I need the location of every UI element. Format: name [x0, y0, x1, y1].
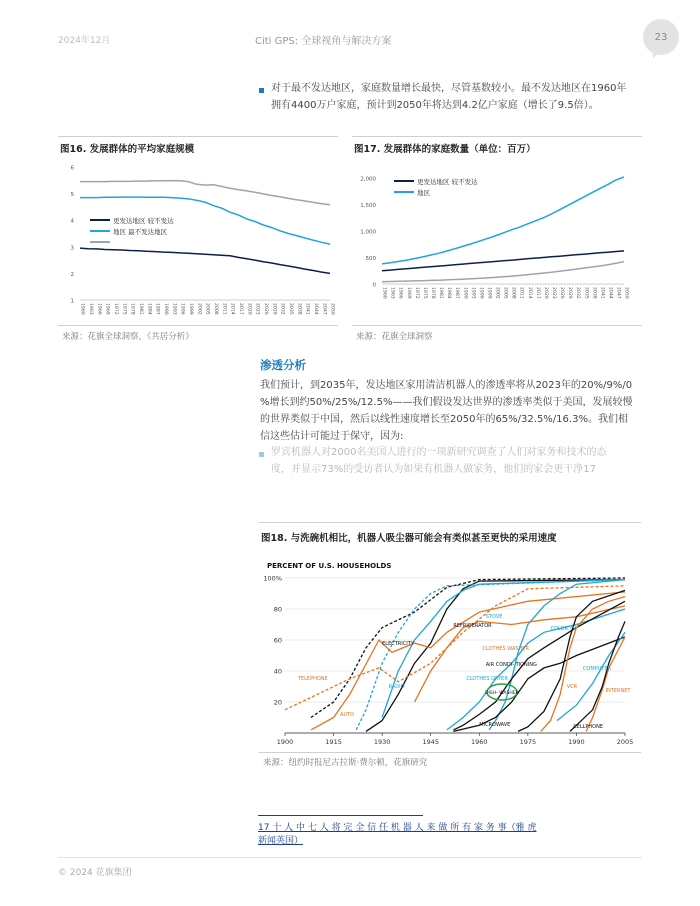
- x-tick-label: 2038: [591, 287, 597, 299]
- header-date: 2024年12月: [58, 36, 111, 46]
- x-tick-label: 1984: [446, 287, 452, 299]
- x-tick-label: 2026: [262, 303, 268, 315]
- fig16-source: 来源：花旗全球洞察，《共居分析》: [62, 332, 194, 342]
- fig16-bottom-rule: [58, 325, 338, 326]
- x-tick-label: 1900: [276, 738, 294, 746]
- x-tick-label: 1987: [454, 287, 460, 299]
- x-tick-label: 1960: [79, 303, 85, 315]
- page-number: 23: [654, 31, 668, 43]
- series-label: ELECTRICITY: [382, 641, 414, 647]
- footnote-line-1[interactable]: 17 十 人 中 七 人 将 完 全 信 任 机 器 人 来 做 所 有 家 务 事（雅 虎: [258, 823, 537, 833]
- x-tick-label: 2002: [494, 287, 500, 299]
- x-tick-label: 2023: [551, 287, 556, 299]
- x-tick-label: 1963: [389, 287, 395, 299]
- x-tick-label: 2041: [304, 303, 310, 315]
- x-tick-label: 2032: [279, 303, 285, 315]
- x-tick-label: 1990: [462, 287, 468, 299]
- y-tick-label: 100%: [263, 574, 282, 583]
- fig18-source: 来源：纽约时报尼古拉斯·费尔顿，花旗研究: [263, 758, 428, 768]
- series-line: [311, 592, 625, 730]
- fig17-chart: [352, 158, 642, 320]
- x-tick-label: 1984: [146, 303, 152, 315]
- x-tick-label: 2050: [623, 287, 629, 299]
- footnote-rule: [258, 815, 423, 816]
- x-tick-label: 2011: [518, 287, 524, 299]
- x-tick-label: 2020: [542, 287, 548, 299]
- fig17-bottom-rule: [352, 325, 642, 326]
- series-label: MICROWAVE: [479, 722, 511, 728]
- x-tick-label: 1993: [171, 303, 177, 315]
- x-tick-label: 1966: [397, 287, 403, 299]
- x-tick-label: 1969: [405, 287, 411, 299]
- intro-line-2: 拥有4400万户家庭，预计到2050年将达到4.2亿户家庭（增长了9.5倍）。: [271, 100, 599, 111]
- x-tick-label: 1978: [129, 303, 135, 315]
- y-tick-label: 6: [70, 165, 74, 172]
- x-tick-label: 2014: [229, 303, 235, 315]
- footer-rule: [58, 857, 642, 858]
- x-tick-label: 1963: [87, 303, 93, 315]
- footnote-link[interactable]: [258, 822, 537, 848]
- bullet-marker: [259, 88, 264, 93]
- analysis-line-3: 的世界类似于中国，然后以线性速度增长至2050年的65%/32.5%/16.3%。我们相: [260, 414, 628, 425]
- y-tick-label: 1,500: [360, 203, 376, 209]
- series-label: COLOR TV: [550, 626, 577, 632]
- x-tick-label: 2032: [575, 287, 581, 299]
- x-tick-label: 1945: [422, 738, 439, 746]
- x-tick-label: 2002: [196, 303, 202, 315]
- series-label-dishwasher: DISH- WASHER: [485, 691, 519, 696]
- x-tick-label: 2008: [212, 303, 218, 315]
- faded-line-2: 度，并显示73%的受访者认为如果有机器人做家务，他们的家会更干净17: [271, 464, 596, 475]
- x-tick-label: 1981: [137, 303, 143, 315]
- series-label-air-conditioning: AIR CONDI- TIONING: [485, 662, 537, 668]
- legend-label: 更发达地区 较不发达: [417, 178, 478, 186]
- x-tick-label: 2011: [221, 303, 227, 315]
- y-tick-label: 1,000: [360, 229, 376, 236]
- footer-copyright: © 2024 花旗集团: [58, 868, 132, 878]
- x-tick-label: 1993: [470, 287, 476, 299]
- series-line: [489, 580, 625, 730]
- x-tick-label: 1975: [421, 287, 427, 299]
- section-title: 渗透分析: [260, 358, 306, 372]
- x-tick-label: 1930: [373, 738, 391, 746]
- x-tick-label: 1972: [112, 303, 118, 315]
- x-tick-label: 1966: [96, 303, 102, 315]
- fig18-top-rule: [259, 522, 641, 523]
- intro-paragraph: [271, 80, 626, 114]
- faded-bullet-marker: [259, 452, 264, 457]
- fig16-title: 图16. 发展群体的平均家庭规模: [60, 144, 195, 155]
- x-tick-label: 1996: [179, 303, 185, 315]
- y-tick-label: 5: [70, 192, 74, 199]
- x-tick-label: 2047: [615, 287, 621, 299]
- y-tick-label: 20: [273, 698, 282, 707]
- fig17-title: 图17. 发展群体的家庭数量（单位：百万）: [354, 144, 536, 155]
- page-number-badge: [643, 19, 679, 55]
- series-line: [518, 590, 625, 731]
- faded-paragraph: [271, 444, 606, 478]
- legend-label: 地区: [417, 189, 430, 197]
- x-tick-label: 2005: [502, 287, 508, 299]
- x-tick-label: 2041: [599, 287, 605, 299]
- analysis-line-2: %增长到约50%/25%/12.5%——我们假设发达世界的渗透率类似于美国，发展较慢: [260, 397, 633, 408]
- x-tick-label: 2044: [312, 303, 318, 315]
- series-line: [570, 621, 625, 731]
- series-label: AUTO: [340, 712, 355, 718]
- y-tick-label: 2: [70, 271, 74, 278]
- intro-line-1: 对于最不发达地区，家庭数量增长最快，尽管基数较小。最不发达地区在1960年: [271, 83, 627, 94]
- x-tick-label: 2035: [583, 287, 589, 299]
- series-label-clothes-washer: CLOTHES WASHER: [482, 646, 529, 652]
- x-tick-label: 2029: [567, 287, 573, 299]
- fig16-top-rule: [58, 136, 338, 137]
- x-tick-label: 1999: [187, 303, 193, 315]
- x-tick-label: 2047: [321, 303, 327, 315]
- x-tick-label: 2005: [204, 303, 210, 315]
- x-tick-label: 1990: [568, 738, 585, 746]
- legend-label: 更发达地区 较不发达: [113, 217, 174, 225]
- fig18-bottom-rule: [259, 752, 641, 753]
- series-line: [541, 597, 625, 732]
- series-label: STOVE: [485, 614, 503, 620]
- x-tick-label: 1915: [325, 738, 342, 746]
- x-tick-label: 2035: [287, 303, 293, 315]
- fig18-chart: [259, 556, 641, 748]
- series-label: CELLPHONE: [573, 724, 604, 730]
- x-tick-label: 1981: [438, 287, 444, 299]
- y-tick-label: 3: [70, 245, 74, 252]
- analysis-paragraph: [260, 377, 632, 445]
- series-label: RADIO: [388, 684, 405, 690]
- x-tick-label: 2014: [526, 287, 532, 299]
- x-tick-label: 2050: [329, 303, 335, 315]
- x-tick-label: 1969: [104, 303, 110, 315]
- fig17-top-rule: [352, 136, 642, 137]
- footnote-line-2[interactable]: 新闻英国）: [258, 836, 304, 846]
- x-tick-label: 2044: [607, 287, 613, 299]
- series-line: [80, 248, 330, 273]
- x-tick-label: 2023: [254, 303, 260, 315]
- series-line: [382, 262, 624, 282]
- x-tick-label: 2029: [271, 303, 277, 315]
- faded-line-1: 罗宾机器人对2000名美国人进行的一项新研究调查了人们对家务和技术的态: [271, 447, 607, 458]
- header-title: Citi GPS: 全球视角与解决方案: [255, 36, 392, 47]
- x-tick-label: 2017: [534, 287, 540, 299]
- y-tick-label: 4: [70, 218, 74, 225]
- y-tick-label: 2,000: [360, 176, 376, 183]
- x-tick-label: 1972: [413, 287, 419, 299]
- x-tick-label: 1975: [519, 738, 537, 746]
- x-tick-label: 2020: [246, 303, 252, 315]
- x-tick-label: 1996: [478, 287, 484, 299]
- series-label: INTERNET: [605, 688, 631, 694]
- x-tick-label: 2017: [237, 303, 243, 315]
- x-tick-label: 1990: [162, 303, 168, 315]
- fig17-source: 来源：花旗全球洞察: [356, 332, 433, 342]
- x-tick-label: 1975: [121, 303, 127, 315]
- x-tick-label: 1987: [154, 303, 160, 315]
- x-tick-label: 1960: [471, 738, 488, 746]
- series-line: [356, 580, 625, 730]
- fig18-title: 图18. 与洗碗机相比，机器人吸尘器可能会有类似甚至更快的采用速度: [261, 533, 557, 544]
- x-tick-label: 2005: [616, 738, 634, 746]
- y-tick-label: 40: [273, 667, 282, 676]
- series-label: TELEPHONE: [297, 676, 328, 682]
- y-tick-label: 0: [372, 282, 376, 289]
- analysis-line-4: 信这些估计可能过于保守，因为:: [260, 431, 404, 442]
- x-tick-label: 1999: [486, 287, 492, 299]
- analysis-line-1: 我们预计，到2035年，发达地区家用清洁机器人的渗透率将从2023年的20%/9%/0: [260, 380, 633, 391]
- y-tick-label: 1: [70, 298, 74, 305]
- y-tick-label: 80: [273, 605, 282, 614]
- series-line: [80, 181, 330, 205]
- y-tick-label: 60: [273, 636, 282, 645]
- series-label: REFRIGERATOR: [453, 623, 492, 629]
- series-line: [285, 586, 625, 710]
- x-tick-label: 2026: [559, 287, 565, 299]
- x-tick-label: 2038: [296, 303, 302, 315]
- y-tick-label: 500: [365, 256, 376, 262]
- series-label: CLOTHES DRYER: [466, 676, 508, 682]
- chart-title: PERCENT OF U.S. HOUSEHOLDS: [267, 562, 392, 570]
- x-tick-label: 2008: [510, 287, 516, 299]
- legend-label: 地区 最不发达地区: [113, 228, 168, 236]
- series-label: COMPUTER: [582, 666, 612, 672]
- series-line: [311, 578, 625, 718]
- fig16-chart: [58, 158, 340, 320]
- series-label: VCR: [566, 684, 578, 690]
- x-tick-label: 1960: [381, 287, 387, 299]
- series-line: [366, 580, 625, 732]
- x-tick-label: 1978: [430, 287, 435, 299]
